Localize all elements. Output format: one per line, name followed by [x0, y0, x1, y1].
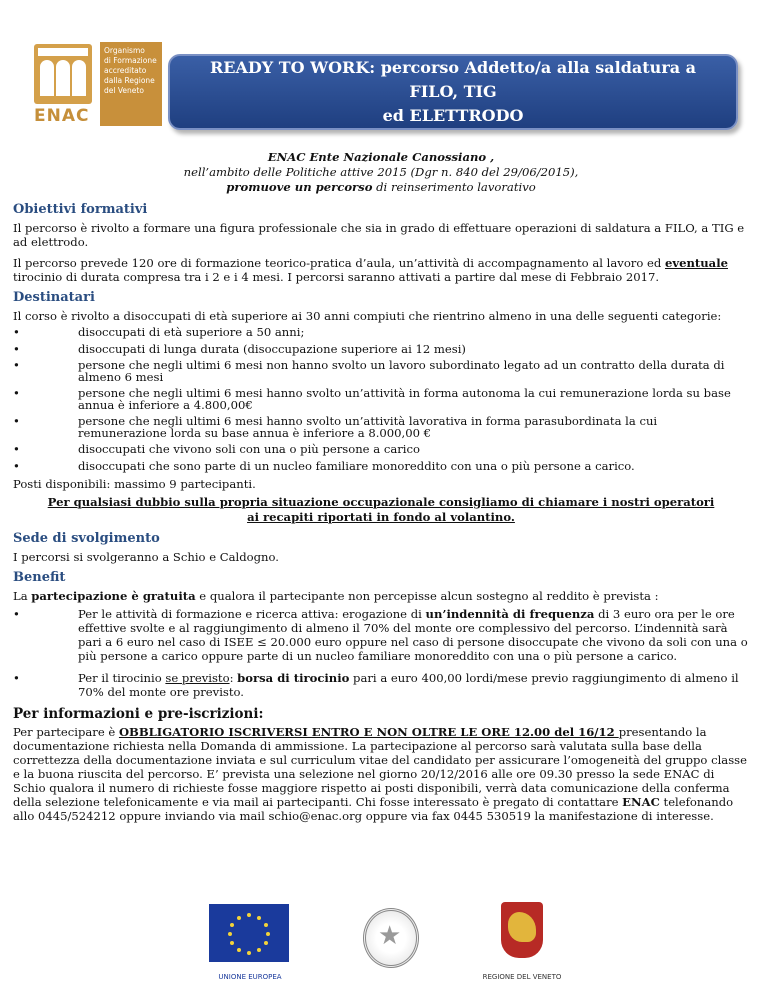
section-heading-obiettivi: Obiettivi formativi [13, 202, 148, 217]
italian-republic-emblem-icon: ★ [363, 908, 419, 968]
enac-logo [34, 40, 164, 132]
benefit-intro: La partecipazione è gratuita e qualora il partecipante non percepisse alcun sostegno al reddito è prevista : [13, 589, 659, 603]
section-heading-destinatari: Destinatari [13, 290, 95, 305]
posti-disponibili: Posti disponibili: massimo 9 partecipanti. [13, 477, 256, 491]
list-item: • Per le attività di formazione e ricerca attiva: erogazione di un’indennità di frequenza di 3 euro ora per le ore effettive svolte e al raggiungimento di almeno il 70% del monte ore complessivo del percorso. L’indennità sarà pari a 6 euro nel caso di ISEE ≤ 20.000 euro oppure nel caso di persone disoccupate che vivono da soli con una o più persone a carico oppure parte di un nucleo familiare monoreddito con una o più persone a carico. [13, 607, 749, 663]
list-item: • Per il tirocinio se previsto: borsa di tirocinio pari a euro 400,00 lordi/mese previo raggiungimento di almeno il 70% del monte ore previsto. [13, 671, 749, 699]
list-item: • disoccupati che vivono soli con una o più persone a carico [13, 444, 749, 456]
page-title: READY TO WORK: percorso Addetto/a alla saldatura a FILO, TIG ed ELETTRODO [209, 58, 697, 125]
main-content [13, 150, 749, 830]
list-item: • persone che negli ultimi 6 mesi hanno svolto un’attività in forma autonoma la cui remunerazione lorda su base annua è inferiore a 4.800,00€ [13, 388, 749, 411]
list-item: • disoccupati di lunga durata (disoccupazione superiore ai 12 mesi) [13, 344, 749, 356]
info-text: Per partecipare è OBBLIGATORIO ISCRIVERSI ENTRO E NON OLTRE LE ORE 12.00 del 16/12 presentando la documentazione richiesta nella Domanda di ammissione. La partecipazione al percorso sarà valutata sulla base della correttezza della documentazione inviata e sul curriculum vitae del candidato per assicurare l’omogeneità del gruppo classe e la buona riuscita del percorso. E’ prevista una selezione nel giorno 20/12/2016 alle ore 09.30 presso la sede ENAC di Schio qualora il numero di richieste fosse maggiore rispetto ai posti disponibili, verrà data comunicazione della conferma della selezione telefonicamente e via mail ai partecipanti. Chi fosse interessato è pregato di contattare ENAC telefonando allo 0445/524212 oppure inviando via mail schio@enac.org oppure via fax 0445 530519 la manifestazione di interesse. [13, 725, 747, 823]
list-item: • disoccupati che sono parte di un nucleo familiare monoreddito con una o più persone a carico. [13, 461, 749, 473]
obiettivi-text: Il percorso è rivolto a formare una figura professionale che sia in grado di effettuare operazioni di saldatura a FILO, a TIG e ad elettrodo. [13, 221, 745, 249]
veneto-label: REGIONE DEL VENETO [482, 973, 562, 981]
footer-logos [0, 900, 768, 994]
list-item: • persone che negli ultimi 6 mesi hanno svolto un’attività lavorativa in forma parasubordinata la cui remunerazione lorda su base annua è inferiore a 8.000,00 € [13, 416, 749, 439]
list-item: • persone che negli ultimi 6 mesi non hanno svolto un lavoro subordinato legato ad un contratto della durata di almeno 6 mesi [13, 360, 749, 383]
contact-note: Per qualsiasi dubbio sulla propria situazione occupazionale consigliamo di chiamare i nostri operatori ai recapiti riportati in fondo al volantino. [47, 495, 715, 524]
section-heading-sede: Sede di svolgimento [13, 531, 160, 546]
intro: ENAC Ente Nazionale Canossiano , nell’ambito delle Politiche attive 2015 (Dgr n. 840 del 29/06/2015), promuove un percorso di reinserimento lavorativo [183, 150, 579, 194]
header [0, 0, 768, 150]
list-item: • disoccupati di età superiore a 50 anni; [13, 327, 749, 339]
section-heading-info: Per informazioni e pre-iscrizioni: [13, 706, 264, 722]
enac-arches-icon [34, 44, 92, 104]
destinatari-list [13, 327, 749, 472]
eu-label: UNIONE EUROPEA [218, 973, 282, 981]
obiettivi-details: Il percorso prevede 120 ore di formazione teorico-pratica d’aula, un’attività di accompagnamento al lavoro ed eventuale tirocinio di durata compresa tra i 2 e i 4 mesi. I percorsi saranno attivati a partire dal mese di Febbraio 2017. [13, 256, 728, 284]
logo-acronym: ENAC [34, 106, 90, 126]
section-heading-benefit: Benefit [13, 570, 66, 585]
eu-flag-icon [209, 904, 289, 962]
benefit-list [13, 607, 749, 699]
destinatari-intro: Il corso è rivolto a disoccupati di età superiore ai 30 anni compiuti che rientrino almeno in una delle seguenti categorie: [13, 309, 722, 323]
sede-text: I percorsi si svolgeranno a Schio e Caldogno. [13, 550, 279, 564]
logo-side-text: Organismo di Formazione accreditato dalla Regione del Veneto [104, 46, 157, 95]
title-banner [168, 54, 738, 130]
veneto-lion-icon [501, 902, 543, 958]
